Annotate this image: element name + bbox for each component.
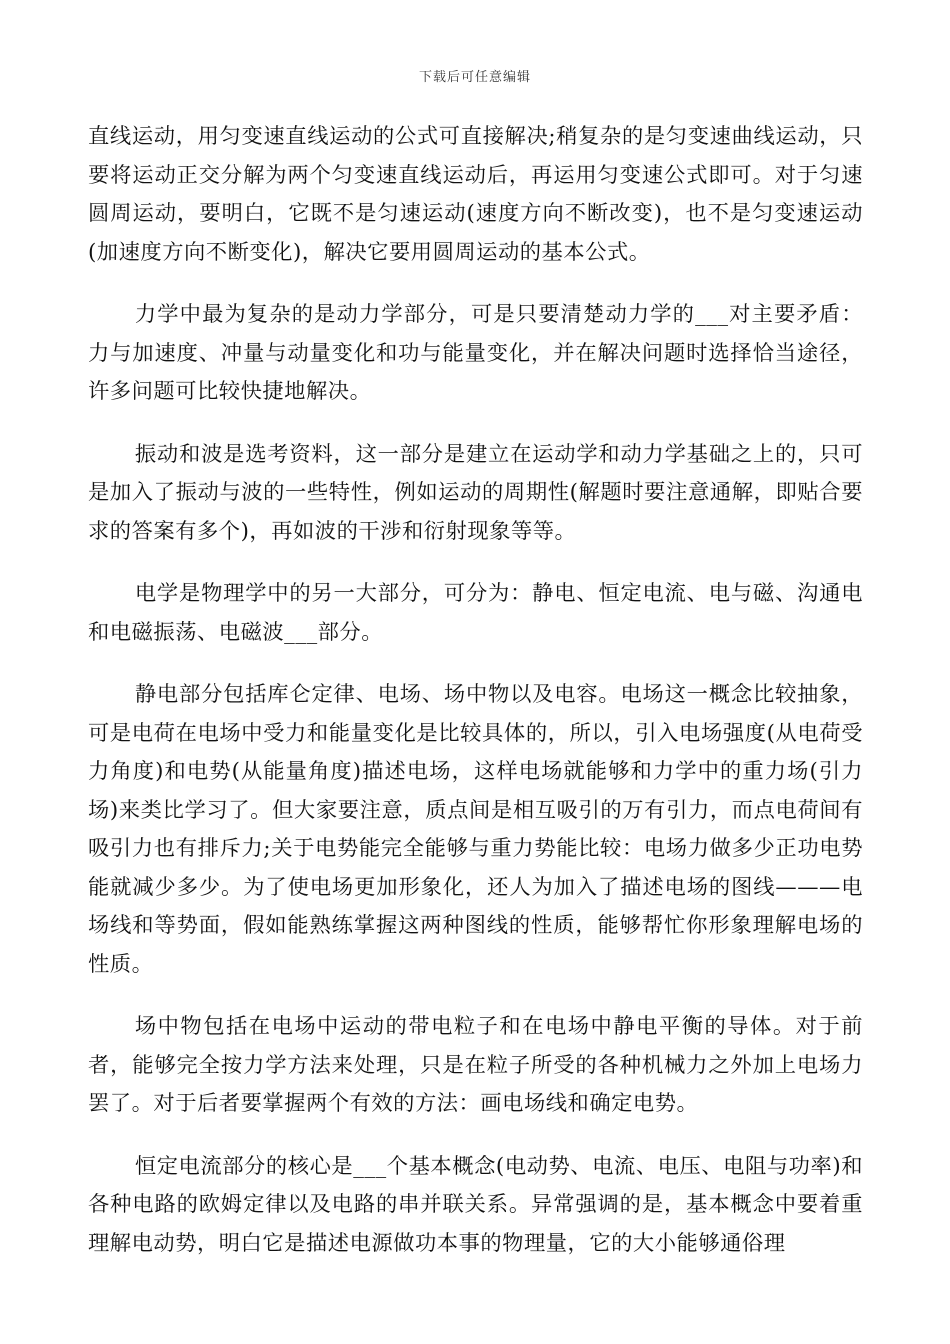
page-header: 下载后可任意编辑 (418, 70, 531, 85)
paragraph: 静电部分包括库仑定律、电场、场中物以及电容。电场这一概念比较抽象，可是电荷在电场中受力和能量变化是比较具体的，所以，引入电场强度(从电荷受力角度)和电势(从能量角度)描述电场，这样电场就能够和力学中的重力场(引力场)来类比学习了。但大家要注意，质点间是相互吸引的万有引力，而点电荷间有吸引力也有排斥力;关于电势能完全能够与重力势能比较：电场力做多少正功电势能就减少多少。为了使电场更加形象化，还人为加入了描述电场的图线———电场线和等势面，假如能熟练掌握这两种图线的性质，能够帮忙你形象理解电场的性质。 (88, 682, 863, 977)
document-body (88, 118, 863, 1287)
paragraph: 力学中最为复杂的是动力学部分，可是只要清楚动力学的___对主要矛盾：力与加速度、冲量与动量变化和功与能量变化，并在解决问题时选择恰当途径，许多问题可比较快捷地解决。 (88, 302, 863, 404)
paragraph: 恒定电流部分的核心是___个基本概念(电动势、电流、电压、电阻与功率)和各种电路的欧姆定律以及电路的串并联关系。异常强调的是，基本概念中要着重理解电动势，明白它是描述电源做功本事的物理量，它的大小能够通俗理 (88, 1153, 863, 1256)
paragraph: 振动和波是选考资料，这一部分是建立在运动学和动力学基础之上的，只可是加入了振动与波的一些特性，例如运动的周期性(解题时要注意通解，即贴合要求的答案有多个)，再如波的干涉和衍射现象等等。 (88, 441, 863, 544)
paragraph: 场中物包括在电场中运动的带电粒子和在电场中静电平衡的导体。对于前者，能够完全按力学方法来处理，只是在粒子所受的各种机械力之外加上电场力罢了。对于后者要掌握两个有效的方法：画电场线和确定电势。 (88, 1014, 863, 1116)
paragraph: 直线运动，用匀变速直线运动的公式可直接解决;稍复杂的是匀变速曲线运动，只要将运动正交分解为两个匀变速直线运动后，再运用匀变速公式即可。对于匀速圆周运动，要明白，它既不是匀速运动(速度方向不断改变)，也不是匀变速运动(加速度方向不断变化)，解决它要用圆周运动的基本公式。 (88, 124, 863, 265)
paragraph: 电学是物理学中的另一大部分，可分为：静电、恒定电流、电与磁、沟通电和电磁振荡、电磁波___部分。 (88, 581, 863, 645)
